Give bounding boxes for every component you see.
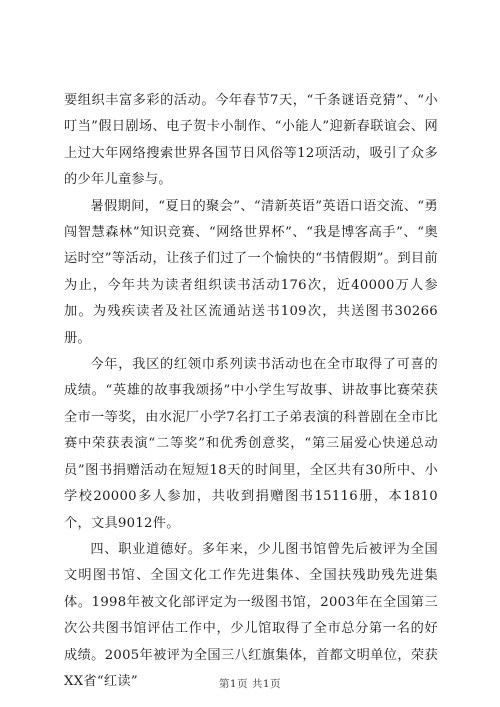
paragraph-2: 暑假期间，“夏日的聚会”、“清新英语”英语口语交流、“勇闯智慧森林”知识竞赛、“网络世界杯”、“我是博客高手”、“奥运时空”等活动，让孩子们过了一个愉快的“书情假期”。到目前为止，今年共为读者组织读书活动176次，近40000万人参加。为残疾读者及社区流通站送书109次，共送图书30266册。 [64,198,438,346]
paragraph-1: 要组织丰富多彩的活动。今年春节7天，“千条谜语竞猜”、“小叮当”假日剧场、电子贺卡小制作、“小能人”迎新春联谊会、网上过大年网络搜索世界各国节日风俗等12项活动，吸引了众多的少年儿童参与。 [64,93,438,188]
page-footer: 第1页 共1页 [218,678,282,690]
paragraph-3: 今年，我区的红领巾系列读书活动也在全市取得了可喜的成绩。“英雄的故事我颂扬”中小学生写故事、讲故事比赛荣获全市一等奖，由水泥厂小学7名打工子弟表演的科普剧在全市比赛中荣获表演“二等奖”和优秀创意奖，“第三届爱心快递总动员”图书捐赠活动在短短18天的时间里，全区共有30所中、小学校20000多人参加，共收到捐赠图书15116册，本1810个，文具9012件。 [64,357,438,531]
document-body [64,88,438,695]
paragraph-4: 四、职业道德好。多年来，少儿图书馆曾先后被评为全国文明图书馆、全国文化工作先进集体、全国扶残助残先进集体。1998年被文化部评定为一级图书馆，2003年在全国第三次公共图书馆评估工作中，少儿馆取得了全市总分第一名的好成绩。2005年被评为全国三八红旗集体，首都文明单位，荣获XX省“红读” [64,541,438,689]
